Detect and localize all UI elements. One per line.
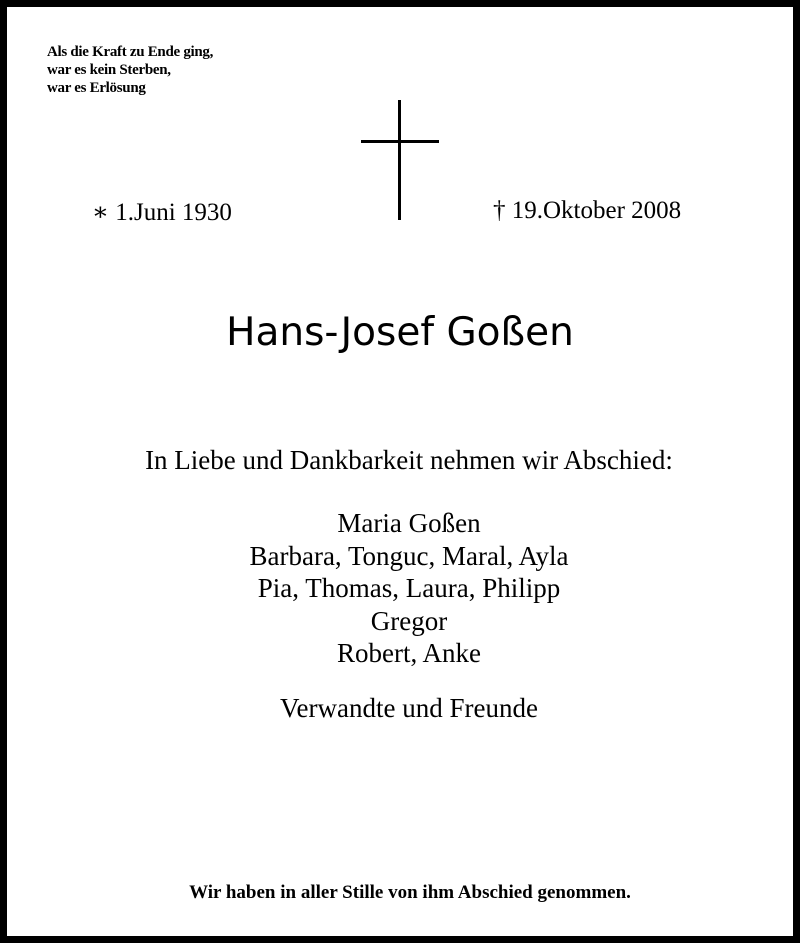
memorial-verse: [47, 43, 213, 97]
footer-note: Wir haben in aller Stille von ihm Abschied genommen.: [189, 882, 631, 903]
verse-line: Als die Kraft zu Ende ging,: [47, 44, 214, 60]
birth-date: ∗ 1.Juni 1930: [92, 199, 232, 226]
deceased-name: Hans-Josef Goßen: [226, 310, 574, 355]
farewell-intro: In Liebe und Dankbarkeit nehmen wir Abschied:: [145, 445, 673, 475]
verse-line: war es Erlösung: [47, 80, 146, 96]
family-line: Pia, Thomas, Laura, Philipp: [257, 573, 561, 603]
family-line: Barbara, Tonguc, Maral, Ayla: [249, 540, 569, 571]
verse-line: war es kein Sterben,: [47, 62, 171, 78]
family-list: [7, 507, 800, 670]
relatives-line: Verwandte und Freunde: [280, 693, 538, 723]
family-line: Robert, Anke: [337, 638, 481, 668]
family-line: Maria Goßen: [337, 508, 481, 538]
death-date: † 19.Oktober 2008: [493, 197, 682, 224]
cross-icon: [361, 100, 439, 220]
family-line: Gregor: [370, 605, 448, 636]
